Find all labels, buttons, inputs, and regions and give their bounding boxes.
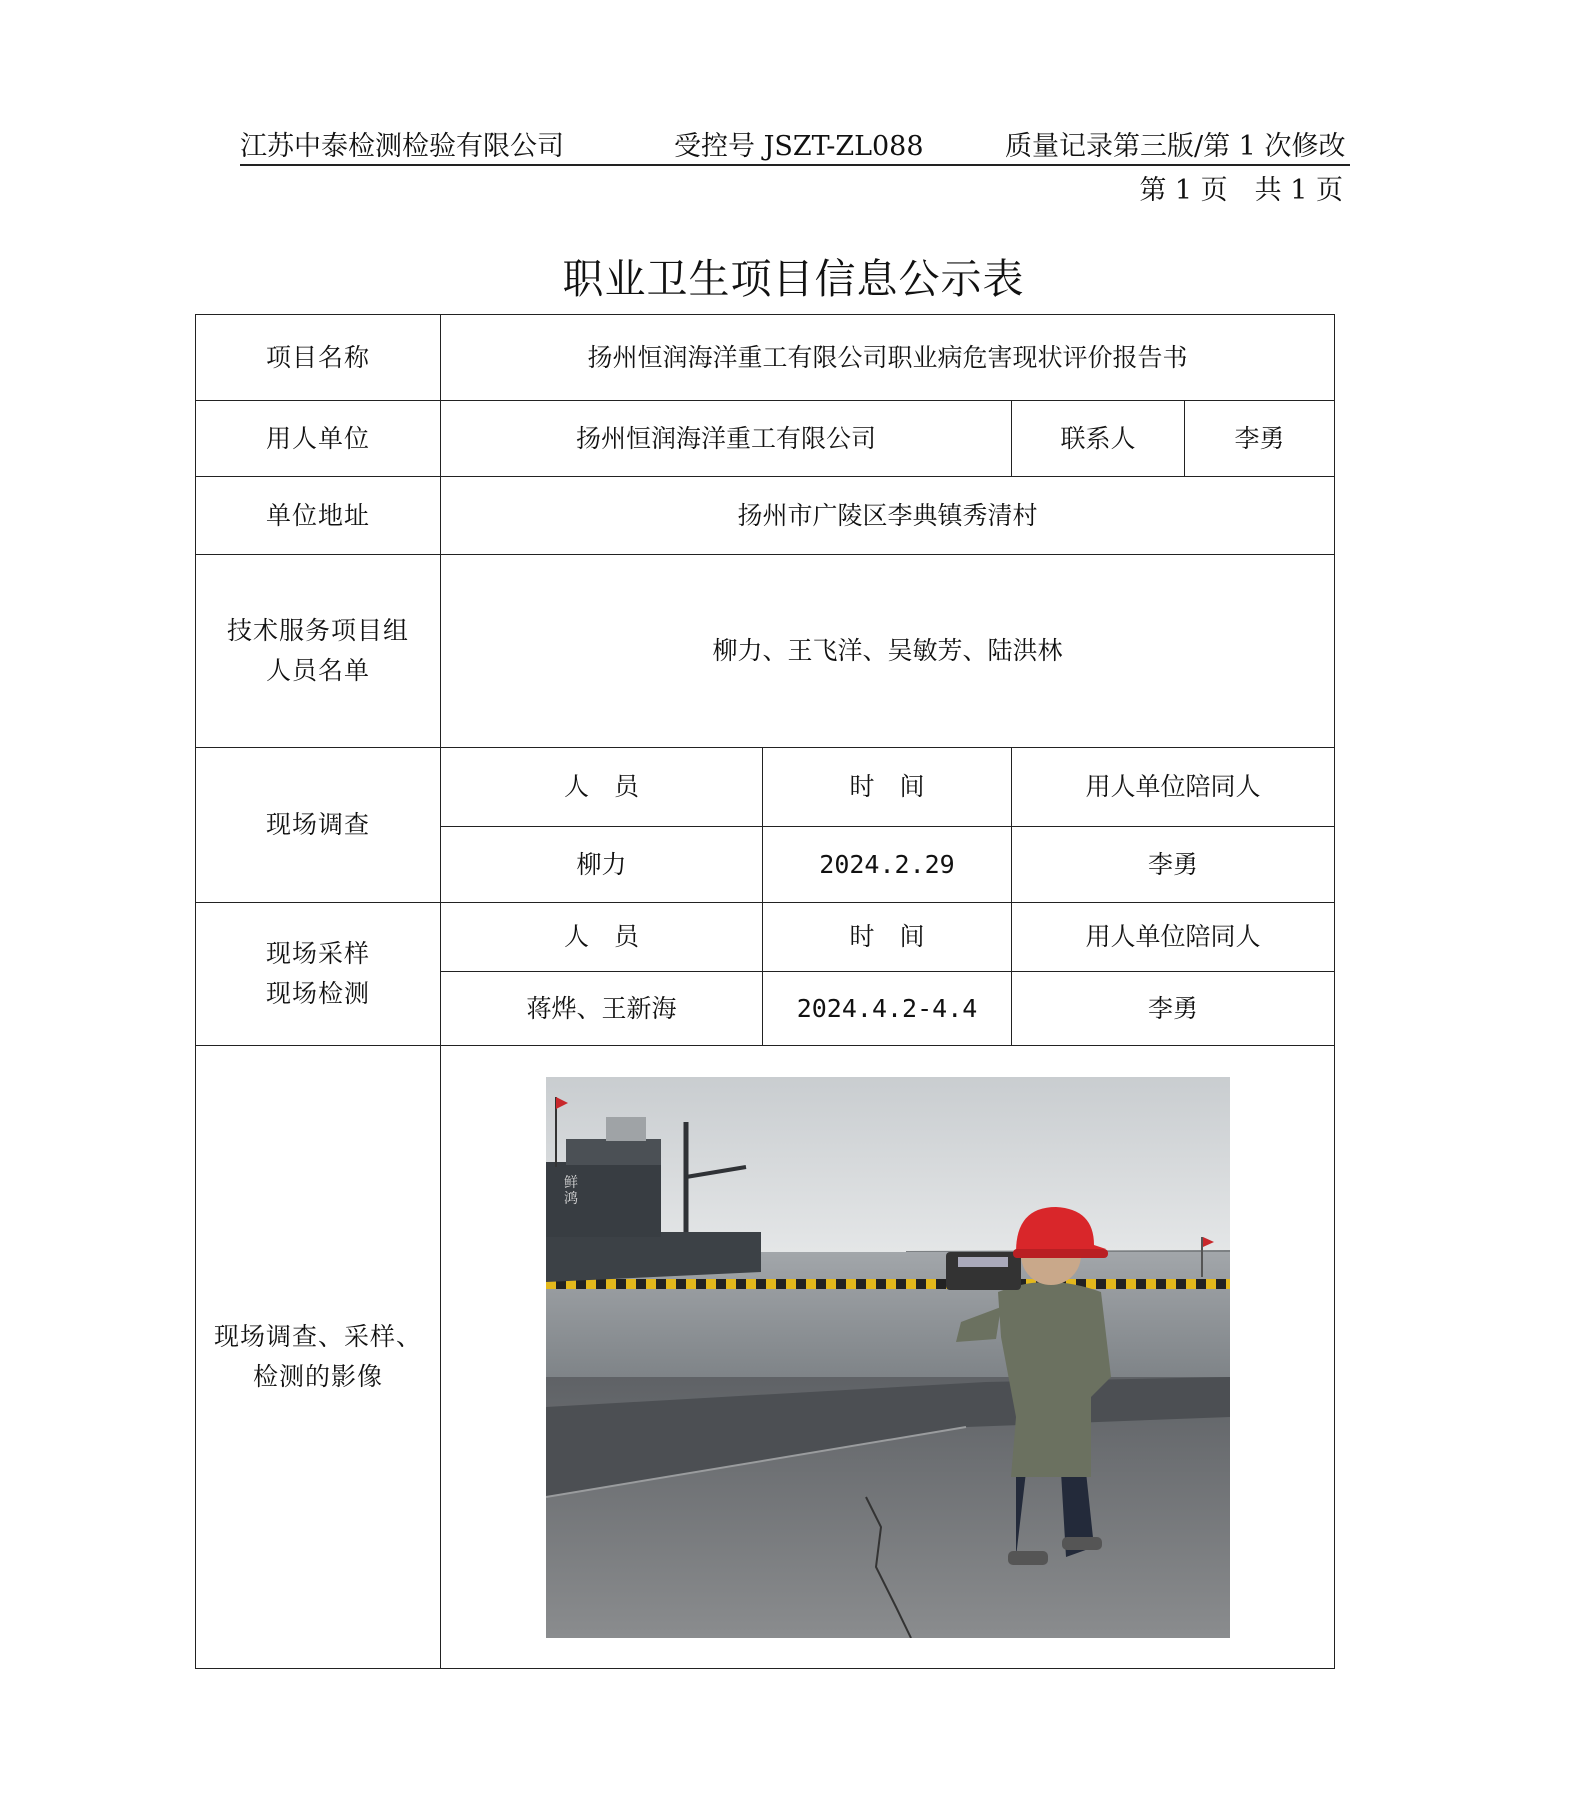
project-name-value: 扬州恒润海洋重工有限公司职业病危害现状评价报告书 <box>441 315 1335 401</box>
row-employer <box>196 401 1335 477</box>
hazard-stripe <box>666 1279 676 1289</box>
header-page-number: 第 1 页 共 1 页 <box>1139 175 1343 206</box>
hazard-stripe <box>586 1279 596 1289</box>
row-team <box>196 555 1335 748</box>
hazard-stripes <box>546 1279 1230 1289</box>
images-label-line2: 检测的影像 <box>252 1362 383 1391</box>
hazard-stripe <box>726 1279 736 1289</box>
hazard-stripe <box>746 1279 756 1289</box>
hazard-stripe <box>1226 1279 1230 1289</box>
hazard-stripe <box>1166 1279 1176 1289</box>
sampling-col-time: 时 间 <box>763 903 1012 972</box>
svg-text:鸿: 鸿 <box>563 1190 578 1207</box>
images-label-line1: 现场调查、采样、 <box>213 1322 422 1351</box>
survey-personnel: 柳力 <box>441 827 763 903</box>
header-revision: 质量记录第三版/第 1 次修改 <box>1005 131 1346 162</box>
row-project-name <box>196 315 1335 401</box>
sampling-label <box>196 903 441 1046</box>
document-title: 职业卫生项目信息公示表 <box>562 255 1025 303</box>
hazard-stripe <box>1186 1279 1196 1289</box>
team-label <box>196 555 441 748</box>
address-value: 扬州市广陵区李典镇秀清村 <box>441 477 1335 555</box>
site-photo-illustration <box>546 1077 1230 1638</box>
hazard-stripe <box>1086 1279 1096 1289</box>
hazard-stripe <box>766 1279 776 1289</box>
hazard-stripe <box>646 1279 656 1289</box>
contact-label: 联系人 <box>1012 401 1185 477</box>
header-company: 江苏中泰检测检验有限公司 <box>240 131 564 162</box>
site-photo <box>546 1077 1230 1638</box>
images-label <box>196 1046 441 1669</box>
survey-col-time: 时 间 <box>763 748 1012 827</box>
employer-value: 扬州恒润海洋重工有限公司 <box>441 401 1012 477</box>
address-label: 单位地址 <box>196 477 441 555</box>
survey-col-personnel: 人 员 <box>441 748 763 827</box>
survey-label: 现场调查 <box>196 748 441 903</box>
flag-pole <box>1201 1237 1203 1277</box>
hazard-stripe <box>806 1279 816 1289</box>
team-label-line1: 技术服务项目组 <box>226 616 409 645</box>
hazard-stripe <box>1126 1279 1136 1289</box>
hazard-stripe <box>1146 1279 1156 1289</box>
employer-label: 用人单位 <box>196 401 441 477</box>
row-survey-header <box>196 748 1335 827</box>
hazard-stripe <box>786 1279 796 1289</box>
hazard-stripe <box>1206 1279 1216 1289</box>
sampling-label-line2: 现场检测 <box>265 979 370 1008</box>
hazard-stripe <box>1106 1279 1116 1289</box>
survey-time: 2024.2.29 <box>763 827 1012 903</box>
survey-escort: 李勇 <box>1012 827 1335 903</box>
sampling-label-line1: 现场采样 <box>265 939 370 968</box>
contact-value: 李勇 <box>1185 401 1335 477</box>
header-rule <box>240 164 1350 166</box>
survey-col-escort: 用人单位陪同人 <box>1012 748 1335 827</box>
sampling-col-personnel: 人 员 <box>441 903 763 972</box>
project-name-label: 项目名称 <box>196 315 441 401</box>
sampling-col-escort: 用人单位陪同人 <box>1012 903 1335 972</box>
hazard-stripe <box>606 1279 616 1289</box>
sampling-escort: 李勇 <box>1012 972 1335 1046</box>
header-control-number: 受控号 JSZT-ZL088 <box>674 131 924 162</box>
hazard-stripe <box>706 1279 716 1289</box>
row-images <box>196 1046 1335 1669</box>
hazard-stripe <box>906 1279 916 1289</box>
team-members: 柳力、王飞洋、吴敏芳、陆洪林 <box>441 555 1335 748</box>
hazard-stripe <box>686 1279 696 1289</box>
row-address <box>196 477 1335 555</box>
hazard-stripe <box>866 1279 876 1289</box>
row-sampling-header <box>196 903 1335 972</box>
sampling-time: 2024.4.2-4.4 <box>763 972 1012 1046</box>
team-label-line2: 人员名单 <box>265 656 370 685</box>
hazard-stripe <box>826 1279 836 1289</box>
images-cell <box>441 1046 1335 1669</box>
info-table <box>195 314 1335 1669</box>
hazard-stripe <box>926 1279 936 1289</box>
hazard-stripe <box>846 1279 856 1289</box>
hazard-stripe <box>886 1279 896 1289</box>
ship-text: 鲜 <box>563 1174 578 1191</box>
hazard-stripe <box>626 1279 636 1289</box>
sampling-personnel: 蒋烨、王新海 <box>441 972 763 1046</box>
